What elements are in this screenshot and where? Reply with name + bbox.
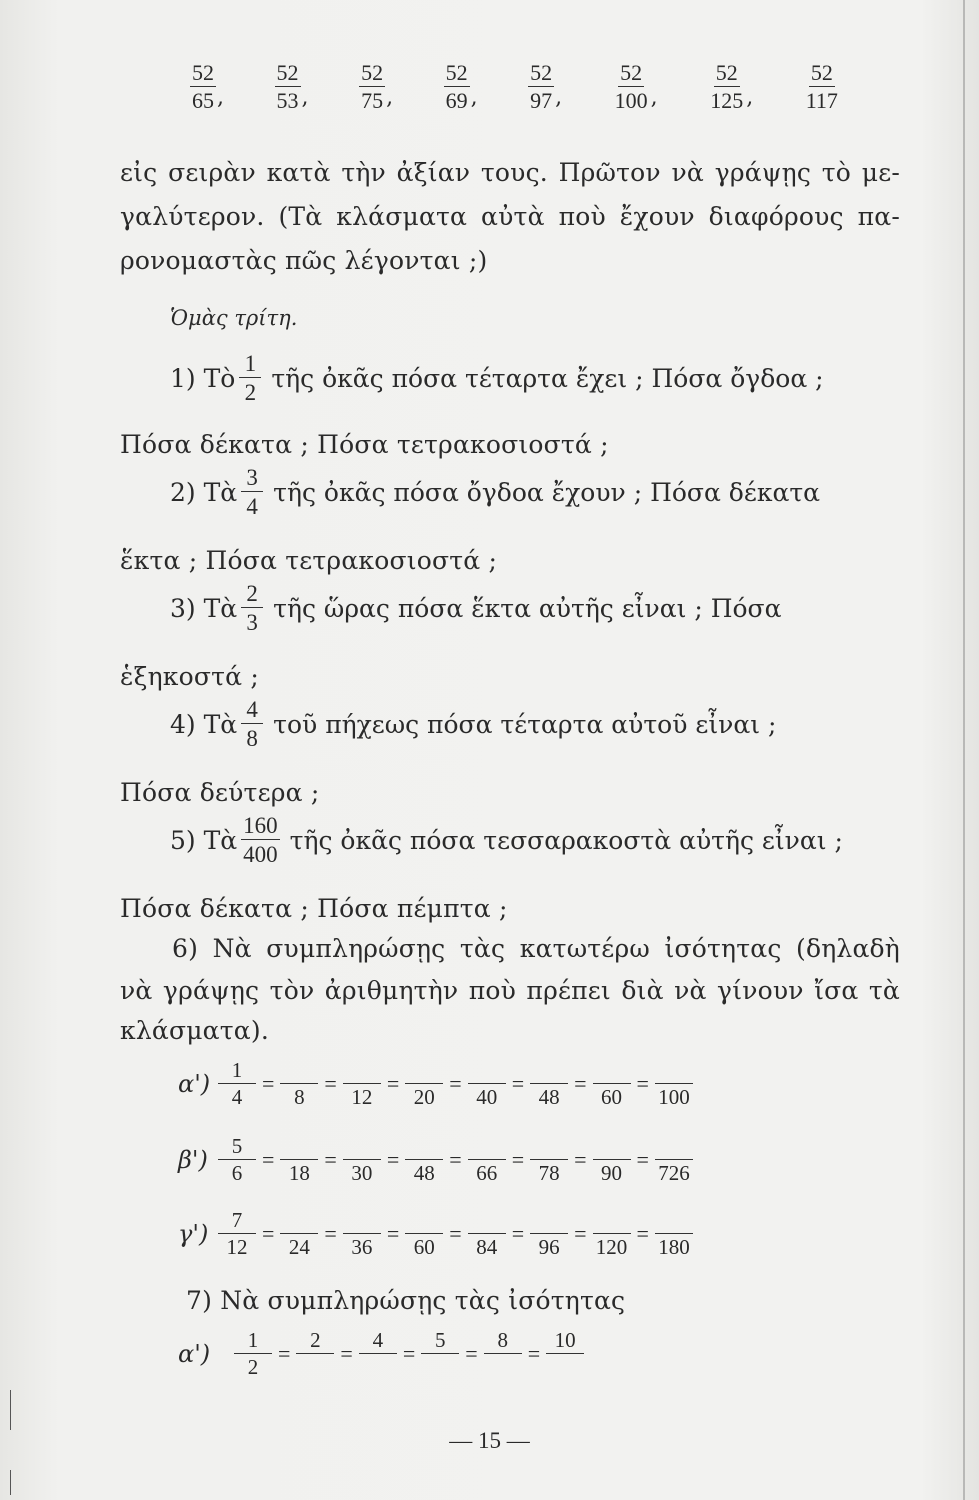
question-6: 6) Νὰ συμπληρώσῃς τὰς κατωτέρω ἰσότητας (δηλαδὴ — [172, 934, 900, 963]
intro-line: εἰς σειρὰν κατὰ τὴν ἀξίαν τους. Πρῶτον νὰ γράψῃς τὸ με- — [120, 158, 900, 187]
blank-fraction: 36 — [343, 1210, 381, 1258]
question-5-continuation: Πόσα δέκατα ; Πόσα πέμπτα ; — [120, 894, 508, 923]
fraction: $\frac{52}{125}$ — [710, 60, 744, 113]
section-heading: Ὁμὰς τρίτη. — [170, 306, 298, 330]
intro-line: ρονομαστὰς πῶς λέγονται ;) — [120, 246, 488, 275]
blank-fraction: 12 — [343, 1060, 381, 1108]
fraction: $\frac{52}{100}$ — [614, 60, 648, 113]
fraction: $\frac{1}{2}$ — [234, 1330, 272, 1378]
fraction: $\frac{7}{12}$ — [218, 1210, 256, 1258]
question-3-continuation: ἑξηκοστά ; — [120, 662, 259, 691]
page-number: — 15 — — [449, 1428, 530, 1453]
fraction: $\frac{2}{3}$ — [241, 582, 263, 634]
question-6-line: κλάσματα). — [120, 1016, 269, 1045]
question-3: 3) Τὰ $\frac{2}{3}$ τῆς ὥρας πόσα ἕκτα αὐτῆς εἶναι ; Πόσα — [170, 581, 782, 635]
question-7: 7) Νὰ συμπληρώσῃς τὰς ἰσότητας — [186, 1286, 626, 1315]
question-4-continuation: Πόσα δεύτερα ; — [120, 778, 320, 807]
margin-mark — [10, 1470, 11, 1495]
blank-fraction: 10 — [546, 1330, 584, 1378]
blank-fraction: 96 — [530, 1210, 568, 1258]
question-1-continuation: Πόσα δέκατα ; Πόσα τετρακοσιοστά ; — [120, 430, 609, 459]
fraction: $\frac{52}{65}$ — [192, 60, 214, 113]
blank-fraction: 100 — [655, 1060, 693, 1108]
fraction: $\frac{52}{69}$ — [445, 60, 468, 113]
blank-fraction: 4 — [359, 1330, 397, 1378]
blank-fraction: 726 — [655, 1136, 693, 1184]
intro-line: γαλύτερον. (Τὰ κλάσματα αὐτὰ ποὺ ἔχουν διαφόρους πα- — [120, 202, 900, 231]
blank-fraction: 48 — [530, 1060, 568, 1108]
blank-fraction: 20 — [405, 1060, 443, 1108]
equality-row-a: α') $\frac{1}{4}$ = 8 = 12 = 20 = 40 = 48 = 60 = 100 — [178, 1060, 898, 1108]
equality-row-7a: α') $\frac{1}{2}$ = 2 = 4 = 5 = 8 = 10 — [178, 1330, 758, 1378]
blank-fraction: 180 — [655, 1210, 693, 1258]
blank-fraction: 24 — [280, 1210, 318, 1258]
question-2-continuation: ἕκτα ; Πόσα τετρακοσιοστά ; — [120, 546, 498, 575]
question-1: 1) Τὸ $\frac{1}{2}$ τῆς ὀκᾶς πόσα τέταρτα ἔχει ; Πόσα ὄγδοα ; — [170, 351, 824, 405]
blank-fraction: 48 — [405, 1136, 443, 1184]
fraction: $\frac{52}{117}$ — [805, 60, 838, 113]
fraction: $\frac{160}{400}$ — [243, 813, 278, 867]
fraction: $\frac{3}{4}$ — [241, 466, 263, 518]
question-2: 2) Τὰ $\frac{3}{4}$ τῆς ὀκᾶς πόσα ὄγδοα ἔχουν ; Πόσα δέκατα — [170, 465, 821, 519]
blank-fraction: 8 — [280, 1060, 318, 1108]
top-fraction-row: $\frac{52}{65}$ , $\frac{52}{53}$ , $\frac{52}{75}$ , $\frac{52}{69}$ , $\frac{52}{97}$ , $\frac{52}{100}$ , $\frac{52}{125}$ , $\frac{52}{117}$ — [192, 60, 838, 113]
blank-fraction: 60 — [593, 1060, 631, 1108]
blank-fraction: 90 — [593, 1136, 631, 1184]
question-6-line: νὰ γράψῃς τὸν ἀριθμητὴν ποὺ πρέπει διὰ νὰ γίνουν ἴσα τὰ — [120, 976, 900, 1005]
blank-fraction: 5 — [421, 1330, 459, 1378]
page-edge — [963, 0, 965, 1500]
margin-mark — [10, 1390, 11, 1430]
blank-fraction: 120 — [593, 1210, 631, 1258]
fraction: $\frac{52}{97}$ — [530, 60, 553, 113]
blank-fraction: 66 — [468, 1136, 506, 1184]
fraction: $\frac{4}{8}$ — [241, 698, 263, 750]
fraction: $\frac{52}{75}$ — [361, 60, 384, 113]
fraction: $\frac{52}{53}$ — [276, 60, 299, 113]
fraction: $\frac{1}{2}$ — [239, 352, 261, 404]
fraction: $\frac{5}{6}$ — [218, 1136, 256, 1184]
blank-fraction: 18 — [280, 1136, 318, 1184]
equality-row-c: γ') $\frac{7}{12}$ = 24 = 36 = 60 = 84 = 96 = 120 = 180 — [178, 1210, 898, 1258]
question-4: 4) Τὰ $\frac{4}{8}$ τοῦ πήχεως πόσα τέταρτα αὐτοῦ εἶναι ; — [170, 697, 777, 751]
equality-row-b: β') $\frac{5}{6}$ = 18 = 30 = 48 = 66 = 78 = 90 = 726 — [178, 1136, 898, 1184]
blank-fraction: 30 — [343, 1136, 381, 1184]
blank-fraction: 78 — [530, 1136, 568, 1184]
blank-fraction: 60 — [405, 1210, 443, 1258]
blank-fraction: 2 — [296, 1330, 334, 1378]
blank-fraction: 84 — [468, 1210, 506, 1258]
blank-fraction: 40 — [468, 1060, 506, 1108]
question-5: 5) Τὰ $\frac{160}{400}$ τῆς ὀκᾶς πόσα τεσσαρακοστὰ αὐτῆς εἶναι ; — [170, 813, 843, 867]
fraction: $\frac{1}{4}$ — [218, 1060, 256, 1108]
blank-fraction: 8 — [484, 1330, 522, 1378]
